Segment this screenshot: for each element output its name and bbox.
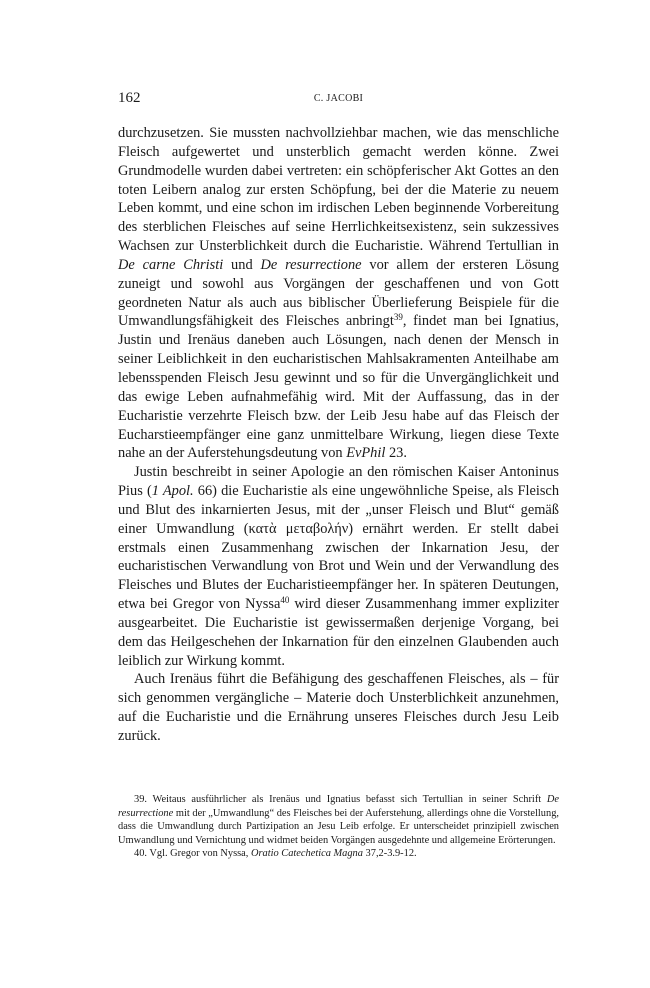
italic-text: 1 Apol. <box>151 483 194 500</box>
footnote-ref: 40 <box>280 595 290 606</box>
footnotes <box>118 793 559 861</box>
footnote-ref: 39 <box>393 312 403 323</box>
text-run: 37,2-3.9-12. <box>362 848 417 860</box>
italic-text: Oratio Catechetica Magna <box>250 848 363 860</box>
italic-text: De carne Christi <box>118 256 224 273</box>
text-run: 66) die Eucharistie als eine ungewöhnliche Speise, als Fleisch und Blut des inkarnierten Jesus, mit der „unser Fleisch und Blut“ gemäß einer Umwandlung (κατὰ μεταβολήν) ernährt werden. Er stellt dabei erstmals einen Zusammenhang zwischen der Inkarnation Jesu, der eucharistischen Verwandlung von Brot und Wein und der Verwandlung des Fleisches und Blutes der Eucharistieempfänger her. In späteren Deutungen, etwa bei Gregor von Nyssa <box>118 483 560 613</box>
page-number: 162 <box>118 90 141 106</box>
text-run: mit der „Umwandlung“ des Fleisches bei der Auferstehung, allerdings ohne die Vorstellung, dass die Umwandlung durch Partizipation an Jesu Leib erfolge. Er unterscheidet prinzipiell zwischen Umwandlung und Vernichtung und widmet beiden Vorgängen ausgedehnte und allgemeine Erörterungen. <box>118 807 559 846</box>
text-run: Auch Irenäus führt die Befähigung des geschaffenen Fleisches, als – für sich genommen vergängliche – Materie doch Unsterblichkeit anzunehmen, auf die Eucharistie und die Ernährung unseres Fleisches durch Jesu Leib zurück. <box>118 671 559 744</box>
italic-text: EvPhil <box>346 445 386 462</box>
text-run: durchzusetzen. Sie mussten nachvollziehbar machen, wie das menschliche Fleisch aufgewertet und unsterblich gemacht werden könne. Zwei Grundmodelle wurden dabei vertreten: ein schöpferischer Akt Gottes an den toten Leibern analog zur ersten Schöpfung, bei der die Materie zu neuem Leben kommt, und eine schon im irdischen Leben beginnende Vorbereitung des sterblichen Fleisches auf seine Herrlichkeitsexistenz, sein sukzessives Wachsen zur Unsterblichkeit durch die Eucharistie. Während Tertullian in <box>118 125 559 255</box>
italic-text: De resurrectione <box>118 794 559 819</box>
text-run: Justin beschreibt in seiner Apologie an den römischen Kaiser Antoninus Pius ( <box>118 464 559 500</box>
text-run: 40. Vgl. Gregor von Nyssa, <box>134 848 251 860</box>
footnote-40 <box>118 847 559 861</box>
page-header <box>118 90 559 108</box>
paragraph-2 <box>118 463 559 670</box>
italic-text: De resurrectione <box>260 256 362 273</box>
text-run: vor allem der ersteren Lösung zuneigt und sowohl aus Vorgängen der geschaffenen und von Gott geordneten Natur als auch aus biblischer Überlieferung Beispiele für die Umwandlungsfähigkeit des Fleisches anbringt <box>118 256 560 330</box>
text-run: wird dieser Zusammenhang immer expliziter ausgearbeitet. Die Eucharistie ist gewissermaßen derjenige Vorgang, bei dem das Heilgeschehen der Inkarnation für den einzelnen Glaubenden auch leiblich zur Wirkung kommt. <box>118 596 559 669</box>
body-text <box>118 124 559 746</box>
paragraph-1 <box>118 124 559 463</box>
running-head: C. JACOBI <box>313 93 364 104</box>
text-run: 39. Weitaus ausführlicher als Irenäus und Ignatius befasst sich Tertullian in seiner Schrift <box>134 794 547 805</box>
text-run: und <box>223 256 261 273</box>
footnote-39 <box>118 793 559 847</box>
paragraph-3 <box>118 670 559 745</box>
text-run: , findet man bei Ignatius, Justin und Irenäus daneben auch Lösungen, nach denen der Mensch in seiner Leiblichkeit in den eucharistischen Mahlsakramenten Anteilhabe am lebensspenden Fleisch Jesu gewinnt und so für die Unvergänglichkeit und das ewige Leben aufnahmefähig wird. Mit der Auffassung, das in der Eucharistie verzehrte Fleisch bzw. der Leib Jesu habe auf das Fleisch der Eucharstieempfänger eine ganz unmittelbare Wirkung, liegen diese Texte nahe an der Auferstehungsdeutung von <box>118 313 559 462</box>
text-run: 23. <box>385 445 407 462</box>
